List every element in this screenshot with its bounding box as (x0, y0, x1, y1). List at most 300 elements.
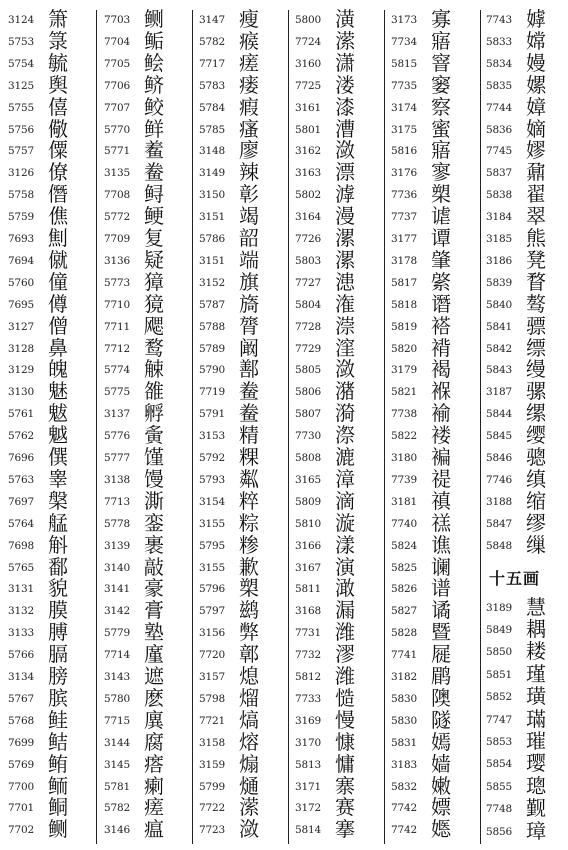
entry-number: 5769 (8, 758, 34, 771)
entry-number: 5833 (486, 35, 512, 48)
entry-number: 5851 (486, 668, 512, 681)
entry-character: 缫 (526, 532, 546, 557)
entry-number: 3164 (295, 211, 321, 224)
entry-number: 7746 (486, 473, 512, 486)
entry-character: 肇 (431, 247, 451, 272)
entry-number: 3163 (295, 167, 321, 180)
entry-number: 3140 (104, 561, 130, 574)
entry-character: 舆 (48, 72, 68, 97)
column-divider (96, 10, 97, 844)
entry-number: 3129 (8, 364, 34, 377)
entry-number: 3150 (199, 189, 225, 202)
entry-number: 7724 (295, 35, 321, 48)
entry-character: 僔 (48, 291, 68, 316)
entry-character: 艋 (48, 510, 68, 535)
entry-character: 獍 (144, 291, 164, 316)
entry-character: 鲟 (144, 182, 164, 207)
entry-number: 7699 (8, 736, 34, 749)
entry-number: 3177 (391, 233, 417, 245)
entry-character: 漈 (335, 423, 355, 448)
entry-character: 鄣 (239, 642, 259, 667)
entry-character: 熔 (239, 729, 259, 754)
entry-character: 潋 (335, 138, 355, 163)
entry-number: 5842 (486, 342, 512, 355)
entry-number: 5830 (391, 692, 417, 705)
entry-character: 潍 (335, 620, 355, 645)
entry-number: 5843 (486, 364, 512, 377)
entry-character: 屣 (431, 642, 451, 667)
entry-number: 7715 (104, 714, 130, 727)
entry-character: 僎 (48, 445, 68, 469)
entry-character: 潋 (335, 357, 355, 382)
entry-character: 骢 (526, 445, 546, 469)
entry-character: 瞀 (526, 269, 546, 294)
entry-character: 漳 (335, 466, 355, 491)
entry-character: 孵 (144, 401, 164, 426)
entry-character: 澉 (335, 576, 355, 601)
entry-character: 鄯 (239, 357, 259, 382)
entry-character: 飔 (144, 313, 164, 338)
entry-number: 3147 (199, 14, 225, 26)
entry-character: 僖 (48, 94, 68, 119)
entry-character: 凳 (526, 247, 546, 272)
entry-number: 3167 (295, 561, 321, 574)
entry-number: 5773 (104, 276, 130, 289)
entry-number: 7700 (8, 780, 34, 793)
entry-number: 5779 (104, 627, 130, 640)
entry-number: 3171 (295, 780, 321, 793)
entry-character: 魅 (48, 379, 68, 404)
entry-number: 3126 (8, 167, 34, 180)
entry-character: 鲗 (144, 7, 164, 31)
entry-character: 寤 (431, 138, 451, 163)
entry-number: 3159 (199, 758, 225, 771)
column-divider (384, 10, 385, 844)
entry-character: 廖 (239, 138, 259, 163)
entry-character: 箫 (48, 7, 68, 31)
entry-number: 5763 (8, 473, 34, 486)
entry-character: 漻 (335, 642, 355, 667)
entry-character: 嫦 (526, 28, 546, 53)
entry-number: 7732 (295, 649, 321, 662)
entry-number: 5806 (295, 386, 321, 399)
entry-number: 3145 (104, 758, 130, 771)
entry-character: 禛 (431, 488, 451, 513)
entry-number: 3155 (199, 517, 225, 530)
entry-character: 缦 (526, 357, 546, 382)
entry-number: 3166 (295, 539, 321, 552)
entry-character: 缜 (526, 466, 546, 491)
entry-character: 阚 (239, 335, 259, 360)
entry-character: 鹜 (144, 335, 164, 360)
entry-character: 鲕 (48, 773, 68, 798)
entry-number: 3172 (295, 802, 321, 815)
entry-character: 鲘 (144, 28, 164, 53)
entry-number: 7721 (199, 714, 225, 727)
entry-character: 嫜 (526, 94, 546, 119)
entry-character: 蜜 (431, 116, 451, 141)
entry-number: 3151 (199, 254, 225, 267)
entry-character: 禚 (431, 510, 451, 535)
entry-character: 褊 (431, 445, 451, 469)
entry-character: 漪 (335, 401, 355, 426)
entry-number: 7705 (104, 57, 130, 70)
entry-character: 嫩 (431, 773, 451, 798)
character-entry (102, 818, 190, 844)
entry-character: 漶 (335, 269, 355, 294)
entry-character: 窭 (431, 72, 451, 97)
entry-character: 僧 (48, 313, 68, 338)
entry-number: 5830 (391, 714, 417, 727)
entry-character: 嫭 (526, 7, 546, 31)
entry-number: 3130 (8, 386, 34, 399)
entry-character: 滹 (335, 182, 355, 207)
entry-character: 潆 (335, 28, 355, 53)
entry-number: 7719 (199, 386, 225, 399)
entry-number: 7703 (104, 14, 130, 26)
entry-number: 3169 (295, 714, 321, 727)
entry-number: 7708 (104, 189, 130, 202)
entry-character: 馒 (144, 466, 164, 491)
entry-character: 鲙 (144, 50, 164, 75)
entry-character: 韶 (239, 226, 259, 250)
entry-number: 3185 (486, 233, 512, 245)
entry-number: 5818 (391, 298, 417, 311)
entry-number: 5771 (104, 145, 130, 158)
entry-character: 鲚 (144, 72, 164, 97)
entry-number: 3187 (486, 386, 512, 399)
entry-character: 漉 (335, 445, 355, 469)
entry-character: 慵 (335, 751, 355, 776)
entry-character: 敲 (144, 554, 164, 579)
entry-number: 5810 (295, 517, 321, 530)
entry-character: 寥 (431, 160, 451, 185)
entry-character: 熥 (239, 773, 259, 798)
entry-number: 7695 (8, 298, 34, 311)
entry-number: 7733 (295, 692, 321, 705)
entry-character: 麽 (144, 685, 164, 710)
entry-number: 3173 (391, 14, 417, 26)
entry-number: 7747 (486, 713, 512, 726)
entry-number: 5808 (295, 452, 321, 464)
entry-number: 3152 (199, 276, 225, 289)
entry-number: 5804 (295, 298, 321, 311)
entry-character: 瘌 (144, 773, 164, 798)
entry-character: 漂 (335, 160, 355, 185)
entry-number: 7740 (391, 517, 417, 530)
entry-character: 寨 (335, 773, 355, 798)
entry-number: 7706 (104, 79, 130, 92)
entry-character: 糁 (239, 532, 259, 557)
entry-character: 精 (239, 423, 259, 448)
entry-character: 嫪 (526, 138, 546, 163)
entry-number: 5786 (199, 233, 225, 245)
entry-column (102, 8, 190, 846)
entry-number: 5754 (8, 57, 34, 70)
entry-character: 骠 (526, 313, 546, 338)
entry-character: 鲒 (48, 729, 68, 754)
entry-number: 5756 (8, 123, 34, 136)
entry-number: 7696 (8, 452, 34, 464)
entry-number: 3182 (391, 671, 417, 683)
entry-number: 5835 (486, 79, 512, 92)
entry-character: 歉 (239, 554, 259, 579)
entry-number: 7717 (199, 57, 225, 70)
entry-number: 5834 (486, 57, 512, 70)
entry-number: 5792 (199, 452, 225, 464)
entry-number: 5847 (486, 517, 512, 530)
entry-number: 3158 (199, 736, 225, 749)
entry-number: 5796 (199, 583, 225, 596)
entry-character: 慧 (526, 594, 546, 619)
entry-number: 3189 (486, 601, 512, 614)
column-divider (192, 10, 193, 844)
entry-number: 3154 (199, 495, 225, 508)
entry-character: 谑 (431, 204, 451, 229)
entry-character: 瘥 (144, 795, 164, 820)
entry-number: 7727 (295, 276, 321, 289)
entry-number: 7748 (486, 803, 512, 816)
entry-character: 獐 (144, 269, 164, 294)
entry-number: 5832 (391, 780, 417, 793)
entry-character: 褓 (431, 379, 451, 404)
entry-character: 槊 (431, 182, 451, 207)
entry-number: 5764 (8, 517, 34, 530)
entry-number: 3156 (199, 627, 225, 640)
entry-character: 嫱 (431, 751, 451, 776)
entry-character: 遮 (144, 664, 164, 688)
entry-character: 銮 (144, 510, 164, 535)
entry-character: 瘕 (239, 94, 259, 119)
entry-number: 3143 (104, 671, 130, 683)
entry-number: 5852 (486, 691, 512, 704)
entry-character: 缧 (526, 401, 546, 426)
entry-number: 5814 (295, 824, 321, 837)
entry-character: 漏 (335, 598, 355, 623)
entry-character: 缥 (526, 335, 546, 360)
entry-number: 5760 (8, 276, 34, 289)
entry-character: 搴 (335, 817, 355, 842)
entry-character: 鄱 (48, 554, 68, 579)
entry-character: 瘘 (239, 72, 259, 97)
entry-character: 熊 (526, 226, 546, 250)
entry-number: 5775 (104, 386, 130, 399)
entry-number: 5800 (295, 14, 321, 26)
entry-number: 7698 (8, 539, 34, 552)
entry-character: 廙 (144, 707, 164, 732)
entry-character: 觐 (526, 796, 546, 821)
entry-character: 潅 (335, 291, 355, 316)
entry-number: 5838 (486, 189, 512, 202)
entry-character: 璁 (526, 773, 546, 798)
entry-character: 粼 (239, 466, 259, 491)
entry-number: 3160 (295, 57, 321, 70)
entry-number: 5813 (295, 758, 321, 771)
entry-number: 5778 (104, 517, 130, 530)
entry-number: 7739 (391, 473, 417, 486)
entry-character: 膊 (48, 620, 68, 645)
entry-character: 鲞 (239, 401, 259, 426)
entry-character: 腐 (144, 729, 164, 754)
entry-character: 辣 (239, 160, 259, 185)
entry-number: 3168 (295, 605, 321, 618)
entry-character: 漆 (335, 94, 355, 119)
entry-character: 澌 (144, 488, 164, 513)
entry-number: 5799 (199, 780, 225, 793)
entry-number: 3153 (199, 430, 225, 443)
entry-number: 5856 (486, 825, 512, 838)
entry-character: 瘟 (144, 817, 164, 842)
entry-number: 5827 (391, 605, 417, 618)
entry-number: 7738 (391, 408, 417, 421)
entry-character: 瘩 (144, 751, 164, 776)
entry-character: 嫘 (526, 72, 546, 97)
entry-character: 隧 (431, 707, 451, 732)
entry-number: 3178 (391, 254, 417, 267)
entry-character: 鲜 (144, 116, 164, 141)
entry-number: 3180 (391, 452, 417, 464)
entry-number: 7731 (295, 627, 321, 640)
entry-character: 瘊 (239, 28, 259, 53)
entry-number: 5759 (8, 211, 34, 224)
entry-number: 7697 (8, 495, 34, 508)
entry-number: 3148 (199, 145, 225, 158)
entry-character: 褐 (431, 357, 451, 382)
entry-character: 寤 (431, 28, 451, 53)
entry-number: 7723 (199, 824, 225, 837)
entry-number: 7737 (391, 211, 417, 224)
entry-character: 嫚 (526, 50, 546, 75)
entry-number: 5768 (8, 714, 34, 727)
entry-number: 5765 (8, 561, 34, 574)
entry-number: 3144 (104, 736, 130, 749)
entry-character: 翟 (526, 182, 546, 207)
entry-number: 5782 (199, 35, 225, 48)
entry-character: 骜 (526, 291, 546, 316)
entry-number: 3188 (486, 495, 512, 508)
entry-character: 鲔 (48, 751, 68, 776)
entry-character: 潍 (335, 664, 355, 688)
entry-character: 缨 (526, 423, 546, 448)
entry-number: 5774 (104, 364, 130, 377)
entry-number: 3136 (104, 254, 130, 267)
entry-number: 5757 (8, 145, 34, 158)
entry-number: 5825 (391, 561, 417, 574)
entry-character: 耦 (526, 616, 546, 641)
entry-character: 熄 (239, 664, 259, 688)
entry-number: 3186 (486, 254, 512, 267)
entry-number: 7726 (295, 233, 321, 245)
entry-number: 5854 (486, 758, 512, 771)
entry-number: 3165 (295, 473, 321, 486)
entry-number: 5807 (295, 408, 321, 421)
entry-number: 5787 (199, 298, 225, 311)
entry-character: 僬 (48, 204, 68, 229)
entry-number: 7713 (104, 495, 130, 508)
entry-character: 璀 (526, 728, 546, 753)
entry-character: 鲠 (144, 204, 164, 229)
entry-character: 鲝 (144, 138, 164, 163)
character-entry (293, 818, 381, 844)
entry-character: 熇 (239, 707, 259, 732)
entry-number: 7701 (8, 802, 34, 815)
entry-number: 3162 (295, 145, 321, 158)
entry-character: 疑 (144, 247, 164, 272)
entry-number: 5785 (199, 123, 225, 136)
entry-character: 魆 (48, 423, 68, 448)
entry-character: 端 (239, 247, 259, 272)
entry-number: 5780 (104, 692, 130, 705)
entry-number: 5791 (199, 408, 225, 421)
entry-number: 7729 (295, 342, 321, 355)
entry-character: 綮 (431, 269, 451, 294)
entry-number: 5790 (199, 364, 225, 377)
entry-character: 耧 (526, 639, 546, 664)
entry-character: 貌 (48, 576, 68, 601)
entry-number: 3151 (199, 211, 225, 224)
entry-character: 鲗 (48, 817, 68, 842)
entry-number: 7736 (391, 189, 417, 202)
entry-character: 粿 (239, 445, 259, 469)
entry-number: 3179 (391, 364, 417, 377)
entry-character: 谰 (431, 554, 451, 579)
entry-character: 嫣 (431, 729, 451, 754)
entry-character: 滴 (335, 488, 355, 513)
entry-number: 5822 (391, 430, 417, 443)
entry-character: 溇 (335, 72, 355, 97)
entry-character: 褛 (431, 423, 451, 448)
entry-character: 嫡 (526, 116, 546, 141)
entry-number: 5840 (486, 298, 512, 311)
entry-number: 5767 (8, 692, 34, 705)
entry-character: 赛 (335, 795, 355, 820)
entry-character: 鼻 (48, 335, 68, 360)
entry-number: 5770 (104, 123, 130, 136)
entry-character: 鹚 (239, 598, 259, 623)
entry-number: 3139 (104, 539, 130, 552)
entry-character: 彰 (239, 182, 259, 207)
entry-number: 5795 (199, 539, 225, 552)
entry-character: 褕 (431, 401, 451, 426)
entry-number: 5784 (199, 101, 225, 114)
entry-number: 5809 (295, 495, 321, 508)
entry-number: 7744 (486, 101, 512, 114)
entry-number: 5793 (199, 473, 225, 486)
entry-character: 潋 (239, 817, 259, 842)
entry-number: 7728 (295, 320, 321, 333)
entry-number: 7710 (104, 298, 130, 311)
entry-number: 7711 (104, 320, 130, 333)
entry-character: 嫖 (431, 795, 451, 820)
entry-number: 7735 (391, 79, 417, 92)
entry-character: 僦 (48, 247, 68, 272)
entry-character: 僮 (48, 269, 68, 294)
entry-number: 3131 (8, 583, 34, 596)
entry-number: 7734 (391, 35, 417, 48)
entry-number: 3146 (104, 824, 130, 837)
entry-character: 禔 (431, 466, 451, 491)
entry-character: 鲞 (239, 379, 259, 404)
entry-character: 璜 (526, 684, 546, 709)
entry-character: 谱 (431, 576, 451, 601)
entry-number: 5837 (486, 167, 512, 180)
entry-number: 5819 (391, 320, 417, 333)
entry-number: 5815 (391, 57, 417, 70)
entry-character: 膂 (239, 313, 259, 338)
entry-number: 3133 (8, 627, 34, 640)
entry-character: 鼐 (526, 160, 546, 185)
entry-character: 塾 (144, 620, 164, 645)
